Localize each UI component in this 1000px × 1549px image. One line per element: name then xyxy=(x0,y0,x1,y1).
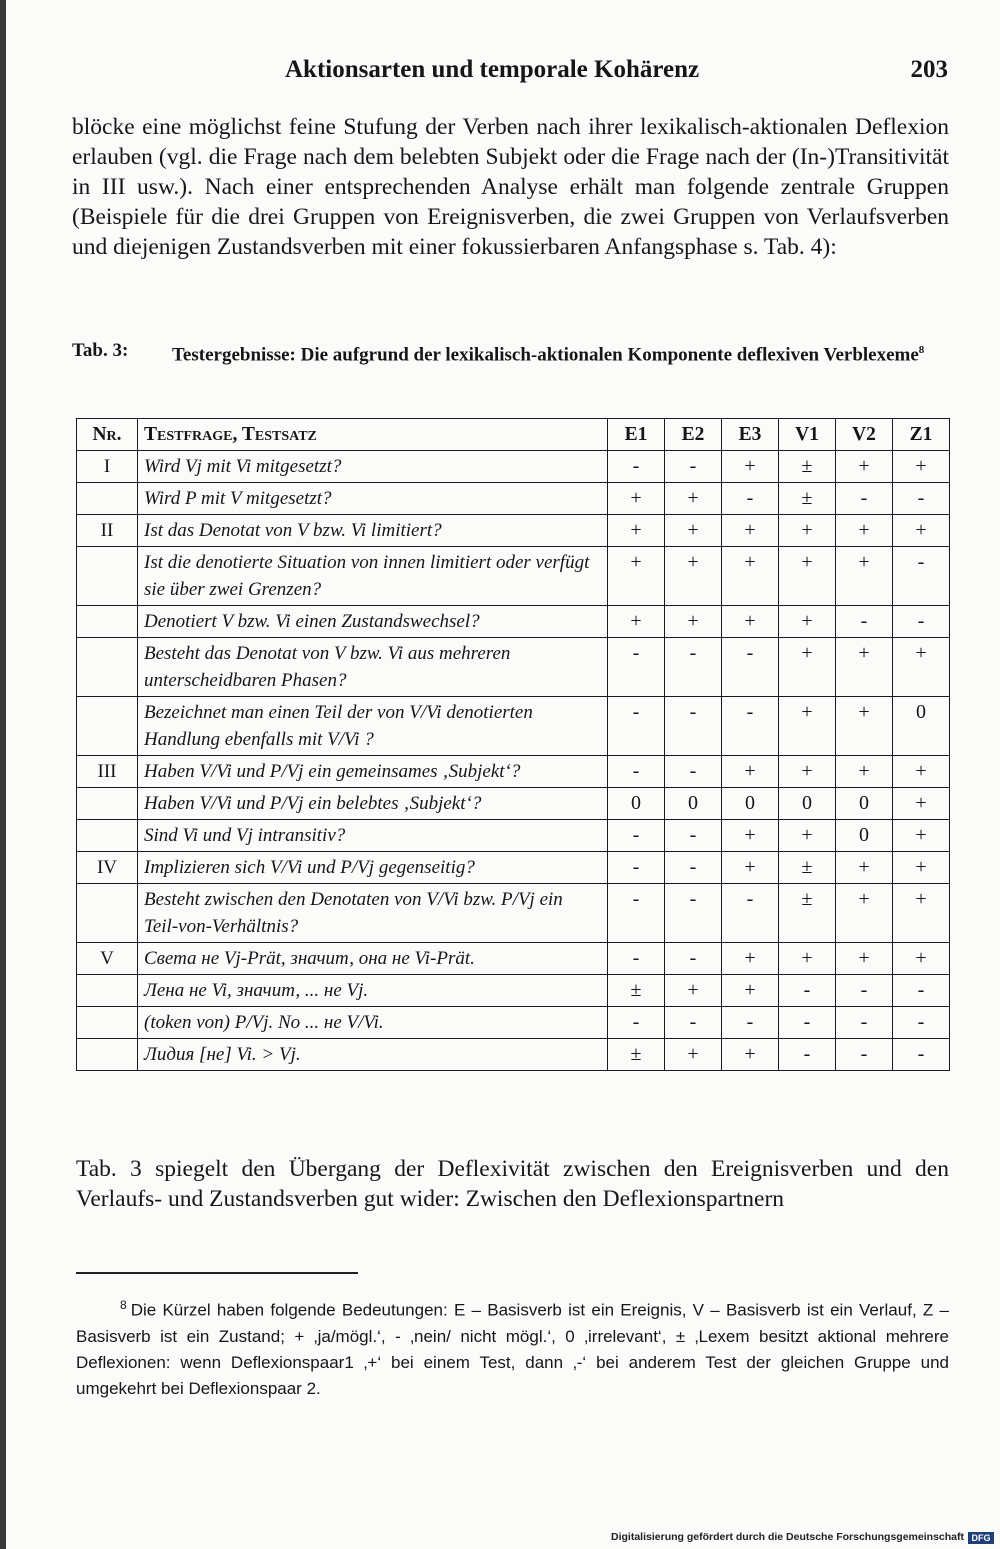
cell-v2: + xyxy=(836,852,893,884)
cell-e2: - xyxy=(665,852,722,884)
cell-e3: - xyxy=(722,483,779,515)
cell-e2: - xyxy=(665,943,722,975)
row-question: Sind Vi und Vj intransitiv? xyxy=(138,820,608,852)
table-caption-text-wrap xyxy=(172,338,949,367)
digitization-note: Digitalisierung gefördert durch die Deutsche Forschungsgemeinschaft xyxy=(611,1531,964,1543)
cell-v1: ± xyxy=(779,451,836,483)
row-question: Ist die denotierte Situation von innen limitiert oder verfügt sie über zwei Grenzen? xyxy=(138,547,608,606)
cell-z1: - xyxy=(893,483,950,515)
cell-v2: - xyxy=(836,606,893,638)
cell-z1: - xyxy=(893,1039,950,1071)
cell-e3: + xyxy=(722,515,779,547)
footnote-rule xyxy=(76,1272,358,1274)
cell-e3: - xyxy=(722,638,779,697)
cell-v2: + xyxy=(836,943,893,975)
cell-e2: - xyxy=(665,820,722,852)
cell-v1: - xyxy=(779,1039,836,1071)
cell-z1: - xyxy=(893,606,950,638)
row-question: (token von) P/Vj. No ... не V/Vi. xyxy=(138,1007,608,1039)
table-row xyxy=(77,547,950,606)
cell-e2: 0 xyxy=(665,788,722,820)
table-row xyxy=(77,975,950,1007)
cell-e2: + xyxy=(665,975,722,1007)
header-z1: Z1 xyxy=(893,419,950,451)
header-v2: V2 xyxy=(836,419,893,451)
row-question: Denotiert V bzw. Vi einen Zustandswechsel? xyxy=(138,606,608,638)
cell-e2: - xyxy=(665,756,722,788)
cell-e3: + xyxy=(722,943,779,975)
cell-e1: ± xyxy=(608,975,665,1007)
header-e1: E1 xyxy=(608,419,665,451)
header-e3: E3 xyxy=(722,419,779,451)
cell-e1: - xyxy=(608,756,665,788)
cell-e1: - xyxy=(608,884,665,943)
cell-e2: + xyxy=(665,1039,722,1071)
cell-e2: - xyxy=(665,884,722,943)
row-group-number xyxy=(77,697,138,756)
row-question: Implizieren sich V/Vi und P/Vj gegenseitig? xyxy=(138,852,608,884)
cell-v1: - xyxy=(779,1007,836,1039)
row-question: Света не Vj-Prät, значит, она не Vi-Prät. xyxy=(138,943,608,975)
page-edge-shadow xyxy=(0,0,6,1549)
running-header xyxy=(75,56,948,92)
row-question: Wird P mit V mitgesetzt? xyxy=(138,483,608,515)
cell-e1: 0 xyxy=(608,788,665,820)
header-nr: Nr. xyxy=(77,419,138,451)
footnote-text: Die Kürzel haben folgende Bedeutungen: E – Basisverb ist ein Ereignis, V – Basisverb ist ein Verlauf, Z – Basisverb ist ein Zustand; + ‚ja/mögl.‘, - ‚nein/ nicht mögl.‘, 0 ‚irrelevant‘, ± ‚Lexem besitzt aktional mehrere Deflexionen: wenn Deflexionspaar1 ‚+‘ bei einem Test, dann ‚-‘ bei anderem Test der gleichen Gruppe und umgekehrt bei Deflexionspaar 2. xyxy=(76,1300,949,1398)
row-group-number: I xyxy=(77,451,138,483)
cell-v1: ± xyxy=(779,884,836,943)
cell-v2: 0 xyxy=(836,788,893,820)
cell-v1: + xyxy=(779,697,836,756)
table-row xyxy=(77,483,950,515)
header-v1: V1 xyxy=(779,419,836,451)
row-group-number xyxy=(77,606,138,638)
cell-e2: - xyxy=(665,697,722,756)
row-question: Haben V/Vi und P/Vj ein gemeinsames ‚Subjekt‘? xyxy=(138,756,608,788)
row-question: Ist das Denotat von V bzw. Vi limitiert? xyxy=(138,515,608,547)
cell-v1: + xyxy=(779,756,836,788)
table-row xyxy=(77,943,950,975)
cell-z1: 0 xyxy=(893,697,950,756)
cell-e2: - xyxy=(665,1007,722,1039)
table-header-row xyxy=(77,419,950,451)
cell-z1: + xyxy=(893,884,950,943)
row-group-number xyxy=(77,788,138,820)
dfg-logo-icon: DFG xyxy=(968,1532,994,1544)
table-row xyxy=(77,1007,950,1039)
row-question: Besteht zwischen den Denotaten von V/Vi bzw. P/Vj ein Teil-von-Verhältnis? xyxy=(138,884,608,943)
cell-v1: ± xyxy=(779,852,836,884)
cell-e1: + xyxy=(608,483,665,515)
row-group-number xyxy=(77,1007,138,1039)
cell-e3: + xyxy=(722,820,779,852)
following-paragraph: Tab. 3 spiegelt den Übergang der Deflexivität zwischen den Ereignisverben und den Verlaufs- und Zustandsverben gut wider: Zwischen den Deflexionspartnern xyxy=(76,1156,949,1212)
row-group-number xyxy=(77,1039,138,1071)
cell-e1: - xyxy=(608,451,665,483)
cell-e1: - xyxy=(608,1007,665,1039)
cell-z1: + xyxy=(893,515,950,547)
cell-e1: - xyxy=(608,820,665,852)
cell-v2: + xyxy=(836,547,893,606)
cell-z1: + xyxy=(893,943,950,975)
row-group-number xyxy=(77,884,138,943)
cell-e2: + xyxy=(665,515,722,547)
cell-v2: + xyxy=(836,884,893,943)
footnote xyxy=(76,1292,949,1402)
row-question: Лидия [не] Vi. > Vj. xyxy=(138,1039,608,1071)
cell-z1: - xyxy=(893,1007,950,1039)
row-question: Лена не Vi, значит, ... не Vj. xyxy=(138,975,608,1007)
table-row xyxy=(77,515,950,547)
row-question: Wird Vj mit Vi mitgesetzt? xyxy=(138,451,608,483)
row-group-number xyxy=(77,547,138,606)
cell-e2: - xyxy=(665,451,722,483)
table-row xyxy=(77,820,950,852)
cell-e1: - xyxy=(608,943,665,975)
row-group-number: IV xyxy=(77,852,138,884)
cell-e1: ± xyxy=(608,1039,665,1071)
cell-e3: + xyxy=(722,756,779,788)
cell-v1: + xyxy=(779,943,836,975)
table-body xyxy=(77,451,950,1071)
cell-z1: - xyxy=(893,547,950,606)
cell-z1: + xyxy=(893,788,950,820)
cell-e1: + xyxy=(608,515,665,547)
table-row xyxy=(77,884,950,943)
header-e2: E2 xyxy=(665,419,722,451)
cell-z1: + xyxy=(893,638,950,697)
page-number: 203 xyxy=(910,56,948,83)
row-group-number xyxy=(77,820,138,852)
footnote-reference: 8 xyxy=(918,344,925,356)
cell-e1: + xyxy=(608,547,665,606)
cell-v1: - xyxy=(779,975,836,1007)
footnote-mark: 8 xyxy=(120,1298,127,1312)
cell-v2: + xyxy=(836,451,893,483)
cell-z1: + xyxy=(893,852,950,884)
cell-e1: + xyxy=(608,606,665,638)
cell-e1: - xyxy=(608,697,665,756)
cell-v2: + xyxy=(836,697,893,756)
cell-z1: + xyxy=(893,451,950,483)
cell-z1: + xyxy=(893,820,950,852)
table-row xyxy=(77,756,950,788)
cell-v1: + xyxy=(779,820,836,852)
header-testfrage: Testfrage, Testsatz xyxy=(138,419,608,451)
cell-e3: + xyxy=(722,606,779,638)
row-group-number: III xyxy=(77,756,138,788)
cell-e3: - xyxy=(722,884,779,943)
table-row xyxy=(77,852,950,884)
test-results-table xyxy=(76,418,950,1071)
cell-v2: + xyxy=(836,756,893,788)
row-question: Bezeichnet man einen Teil der von V/Vi denotierten Handlung ebenfalls mit V/Vi ? xyxy=(138,697,608,756)
cell-v1: ± xyxy=(779,483,836,515)
table-caption-text: Testergebnisse: Die aufgrund der lexikalisch-aktionalen Komponente deflexiven Verblexeme xyxy=(172,344,919,366)
cell-v2: - xyxy=(836,1039,893,1071)
row-group-number xyxy=(77,483,138,515)
cell-z1: + xyxy=(893,756,950,788)
table-row xyxy=(77,638,950,697)
cell-e3: - xyxy=(722,1007,779,1039)
table-row xyxy=(77,1039,950,1071)
cell-v1: + xyxy=(779,515,836,547)
cell-e3: + xyxy=(722,547,779,606)
row-group-number: II xyxy=(77,515,138,547)
cell-e3: 0 xyxy=(722,788,779,820)
cell-e2: - xyxy=(665,638,722,697)
cell-e1: - xyxy=(608,638,665,697)
cell-e2: + xyxy=(665,547,722,606)
cell-v2: - xyxy=(836,1007,893,1039)
running-title: Aktionsarten und temporale Kohärenz xyxy=(285,56,700,83)
row-question: Besteht das Denotat von V bzw. Vi aus mehreren unterscheidbaren Phasen? xyxy=(138,638,608,697)
table-row xyxy=(77,697,950,756)
table-caption-label: Tab. 3: xyxy=(72,340,129,361)
row-group-number xyxy=(77,638,138,697)
row-question: Haben V/Vi und P/Vj ein belebtes ‚Subjekt‘? xyxy=(138,788,608,820)
row-group-number: V xyxy=(77,943,138,975)
cell-e3: + xyxy=(722,451,779,483)
cell-e2: + xyxy=(665,483,722,515)
cell-e3: + xyxy=(722,975,779,1007)
cell-e3: + xyxy=(722,1039,779,1071)
cell-v2: + xyxy=(836,638,893,697)
row-group-number xyxy=(77,975,138,1007)
cell-v2: - xyxy=(836,975,893,1007)
table-row xyxy=(77,451,950,483)
cell-v1: 0 xyxy=(779,788,836,820)
cell-v1: + xyxy=(779,606,836,638)
cell-v1: + xyxy=(779,638,836,697)
cell-e2: + xyxy=(665,606,722,638)
table-row xyxy=(77,788,950,820)
cell-e3: + xyxy=(722,852,779,884)
cell-v2: - xyxy=(836,483,893,515)
cell-v2: 0 xyxy=(836,820,893,852)
intro-paragraph: blöcke eine möglichst feine Stufung der Verben nach ihrer lexikalisch-aktionalen Deflexion erlauben (vgl. die Frage nach dem belebten Subjekt oder die Frage nach der (In-)Transitivität in III usw.). Nach einer entsprechenden Analyse erhält man folgende zentrale Gruppen (Beispiele für die drei Gruppen von Ereignisverben, die zwei Gruppen von Verlaufsverben und diejenigen Zustandsverben mit einer fokussierbaren Anfangsphase s. Tab. 4): xyxy=(72,114,949,260)
cell-z1: - xyxy=(893,975,950,1007)
cell-v1: + xyxy=(779,547,836,606)
table-row xyxy=(77,606,950,638)
cell-e1: - xyxy=(608,852,665,884)
cell-e3: - xyxy=(722,697,779,756)
cell-v2: + xyxy=(836,515,893,547)
